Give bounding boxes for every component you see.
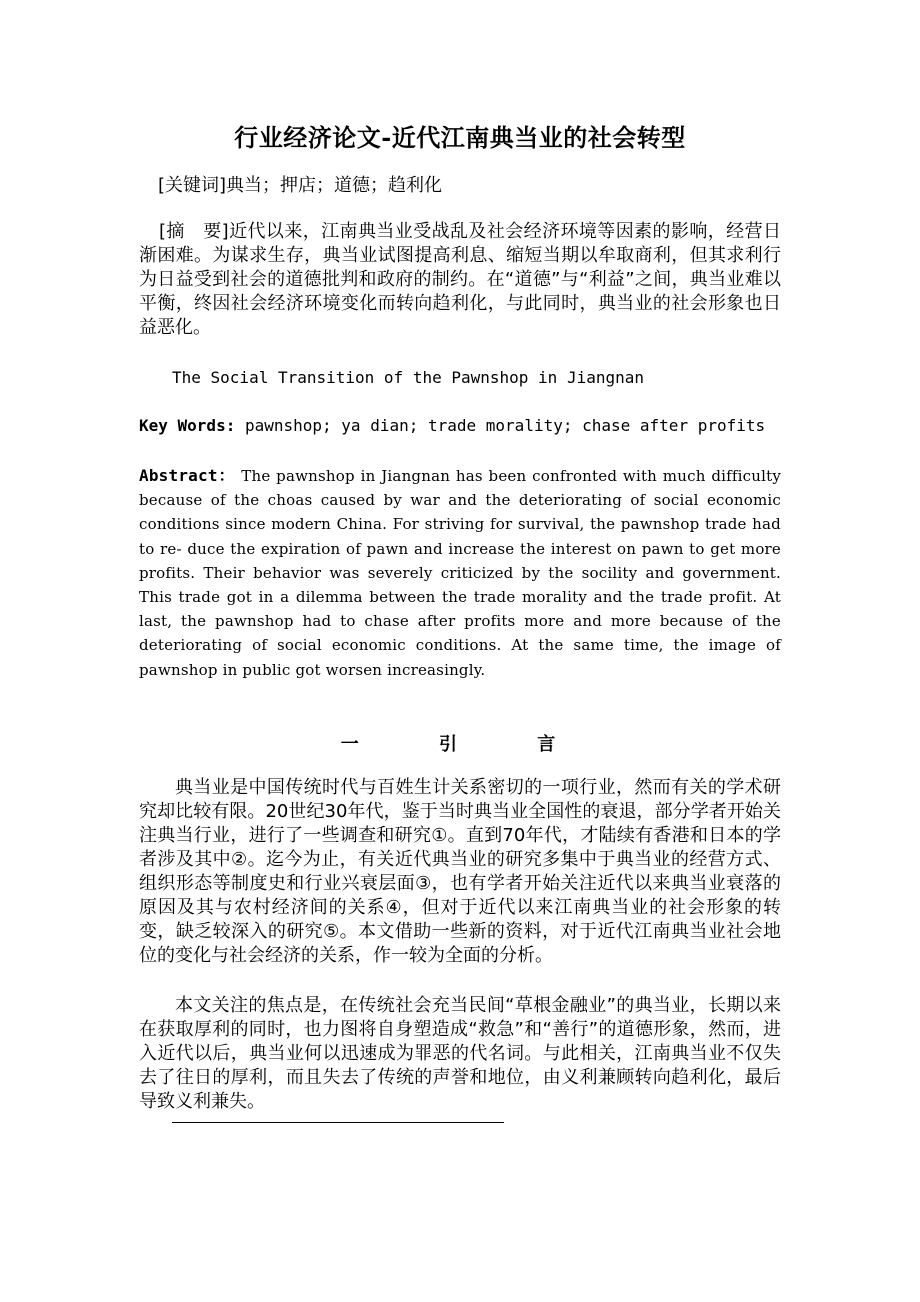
english-title: The Social Transition of the Pawnshop in Jiangnan (172, 368, 645, 387)
chinese-abstract: [摘 要]近代以来，江南典当业受战乱及社会经济环境等因素的影响，经营日渐困难。为谋求生存，典当业试图提高利息、缩短当期以牟取商利，但其求利行为日益受到社会的道德批判和政府的制约。在“道德”与“利益”之间，典当业难以平衡，终因社会经济环境变化而转向趋利化，与此同时，典当业的社会形象也日益恶化。 (139, 221, 781, 338)
body-paragraph-1: 典当业是中国传统时代与百姓生计关系密切的一项行业，然而有关的学术研究却比较有限。20世纪30年代，鉴于当时典当业全国性的衰退，部分学者开始关注典当行业，进行了一些调查和研究①。直到70年代，才陆续有香港和日本的学者涉及其中②。迄今为止，有关近代典当业的研究多集中于典当业的经营方式、组织形态等制度史和行业兴衰层面③，也有学者开始关注近代以来典当业衰落的原因及其与农村经济间的关系④，但对于近代以来江南典当业的社会形象的转变，缺乏较深入的研究⑤。本文借助一些新的资料，对于近代江南典当业社会地位的变化与社会经济的关系，作一较为全面的分析。 (139, 777, 781, 966)
section-heading-introduction: 一 引 言 (340, 734, 580, 755)
english-keywords (139, 416, 765, 435)
english-abstract-text: The pawnshop in Jiangnan has been confronted with much difficulty because of the choas caused by war and the deteriorating of social economic conditions since modern China. For striving for survival, the pawnshop trade had to re- duce the expiration of pawn and increase the interest on pawn to get more profits. Their behavior was severely criticized by the socility and government. This trade got in a dilemma between the trade morality and the trade profit. At last, the pawnshop had to chase after profits more and more because of the deteriorating of social economic conditions. At the same time, the image of pawnshop in public got worsen increasingly. (139, 467, 781, 679)
body-paragraph-2: 本文关注的焦点是，在传统社会充当民间“草根金融业”的典当业，长期以来在获取厚利的同时，也力图将自身塑造成“救急”和“善行”的道德形象，然而，进入近代以后，典当业何以迅速成为罪恶的代名词。与此相关，江南典当业不仅失去了往日的厚利，而且失去了传统的声誉和地位，由义利兼顾转向趋利化，最后导致义利兼失。 (139, 995, 781, 1112)
chinese-keywords: [关键词]典当；押店；道德；趋利化 (158, 175, 443, 196)
page-title: 行业经济论文-近代江南典当业的社会转型 (234, 123, 686, 152)
english-abstract-label: Abstract： (139, 466, 236, 485)
english-keywords-label: Key Words: (139, 416, 236, 435)
english-abstract (139, 464, 781, 682)
footnote-separator (172, 1122, 504, 1123)
english-keywords-text: pawnshop; ya dian; trade morality; chase after profits (235, 416, 766, 435)
